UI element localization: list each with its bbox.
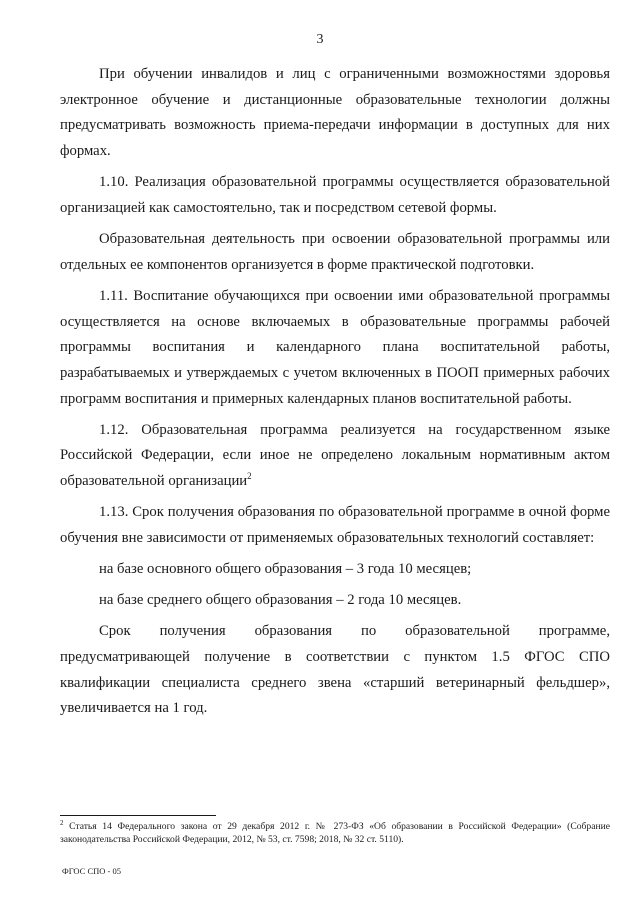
footnote-text: Статья 14 Федерального закона от 29 декабря 2012 г. № 273-ФЗ «Об образовании в Российской Федерации» (Собрание законодательства Российской Федерации, 2012, № 53, ст. 7598; 2018, № 32 ст. 5110). bbox=[60, 821, 610, 845]
paragraph-1-13: 1.13. Срок получения образования по образовательной программе в очной форме обучения вне зависимости от применяемых образовательных технологий составляет: bbox=[60, 504, 610, 546]
page-number: 3 bbox=[316, 32, 324, 47]
document-code: ФГОС СПО - 05 bbox=[62, 866, 121, 876]
footnote-divider bbox=[60, 815, 216, 816]
paragraph-electronic-learning: При обучении инвалидов и лиц с ограниченными возможностями здоровья электронное обучение и дистанционные образовательные технологии должны предусматривать возможность приема-передачи информации в доступных для них формах. bbox=[60, 66, 610, 160]
paragraph-1-10: 1.10. Реализация образовательной программы осуществляется образовательной организацией как самостоятельно, так и посредством сетевой формы. bbox=[60, 174, 610, 216]
paragraph-1-11: 1.11. Воспитание обучающихся при освоении ими образовательной программы осуществляется на основе включаемых в образовательные программы рабочей программы воспитания и календарного плана воспитательной работы, разрабатываемых и утверждаемых с учетом включенных в ПООП примерных рабочих программ воспитания и примерных календарных планов воспитательной работы. bbox=[60, 287, 610, 407]
body-text bbox=[60, 62, 610, 727]
paragraph-1-12 bbox=[60, 418, 610, 495]
list-item-basic-education: на базе основного общего образования – 3 года 10 месяцев; bbox=[99, 561, 472, 577]
footnote-marker: 2 bbox=[60, 818, 64, 827]
list-item-secondary-education: на базе среднего общего образования – 2 года 10 месяцев. bbox=[99, 592, 462, 609]
paragraph-1-12-text: 1.12. Образовательная программа реализуется на государственном языке Российской Федерации, если иное не определено локальным нормативным актом образовательной организации bbox=[60, 421, 610, 490]
paragraph-practical-training: Образовательная деятельность при освоении образовательной программы или отдельных ее компонентов организуется в форме практической подготовки. bbox=[60, 231, 610, 273]
footnote bbox=[60, 820, 610, 846]
footnote-reference: 2 bbox=[247, 471, 252, 482]
paragraph-extended-term: Срок получения образования по образовательной программе, предусматривающей получение в соответствии с пунктом 1.5 ФГОС СПО квалификации специалиста среднего звена «старший ветеринарный фельдшер», увеличивается на 1 год. bbox=[60, 623, 610, 717]
